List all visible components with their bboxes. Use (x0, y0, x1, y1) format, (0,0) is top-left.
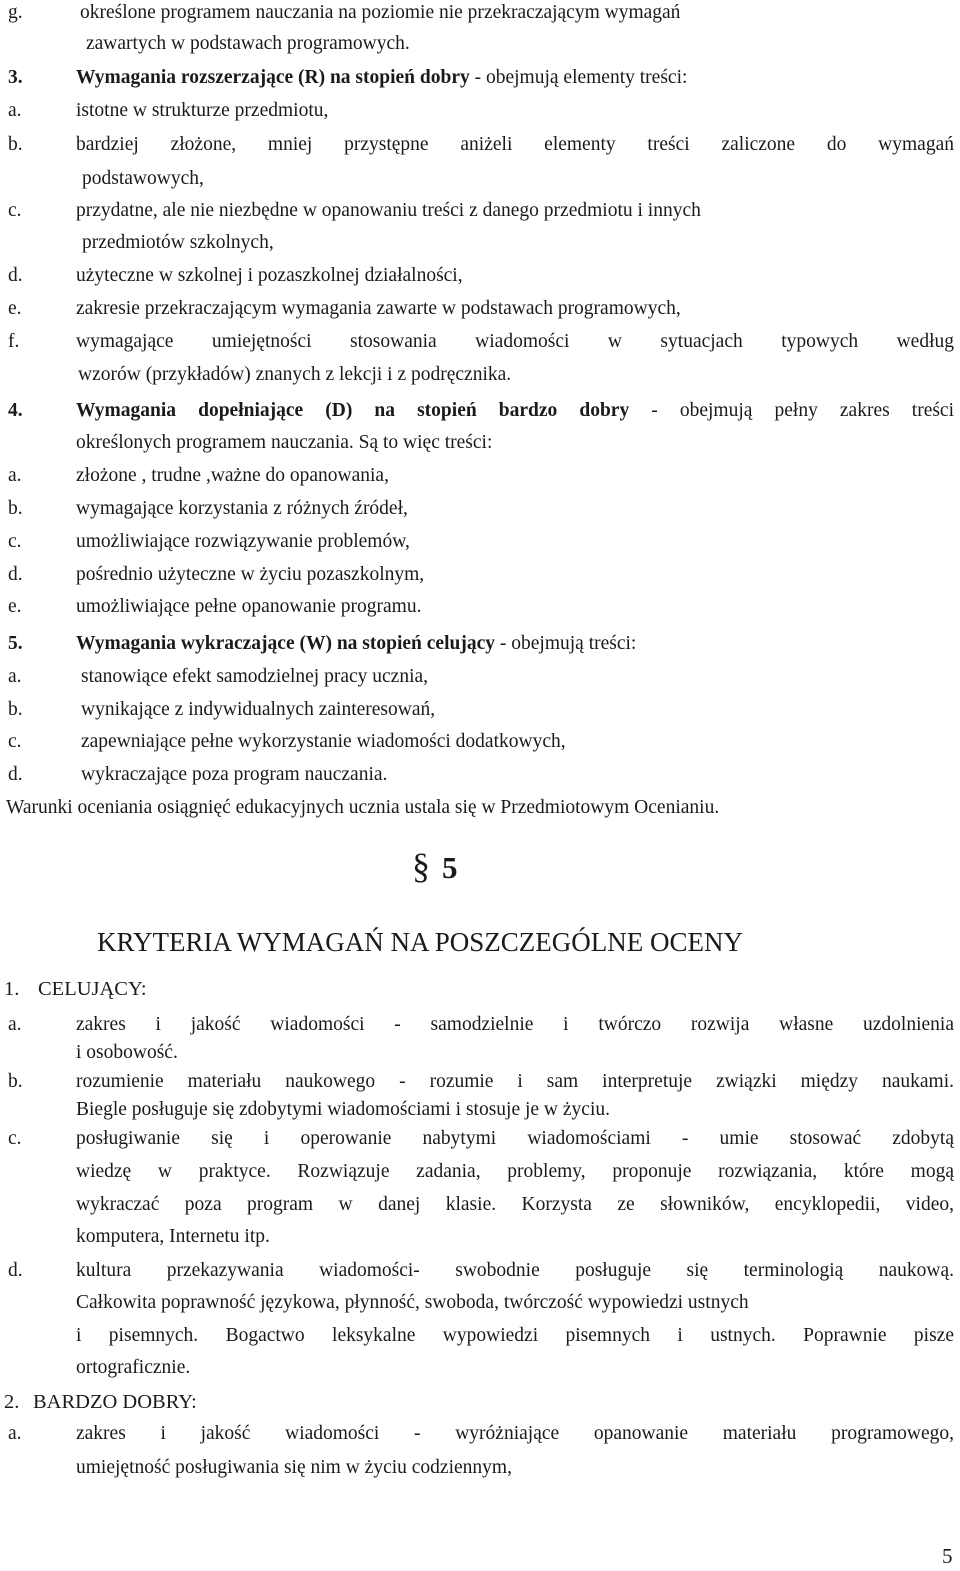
item-text: posługiwanie się i operowanie nabytymi wiadomościami - umie stosować zdobytą (76, 1128, 954, 1149)
list-item (0, 0, 960, 26)
list-item-continuation (0, 1355, 960, 1381)
item-text: Całkowita poprawność językowa, płynność, swoboda, twórczość wypowiedzi ustnych (76, 1292, 749, 1313)
item-text: bardziej złożone, mniej przystępne aniżeli elementy treści zaliczone do wymagań (76, 134, 954, 155)
section-number: 4. (8, 400, 23, 421)
item-marker: f. (8, 331, 20, 352)
list-item-continuation (0, 1192, 960, 1218)
list-item (0, 496, 960, 522)
page-title: KRYTERIA WYMAGAŃ NA POSZCZEGÓLNE OCENY (97, 927, 744, 957)
section-title: Wymagania dopełniające (D) na stopień bardzo dobry (76, 400, 630, 421)
section-text (76, 65, 687, 91)
item-text: kultura przekazywania wiadomości- swobodnie posługuje się terminologią naukową. (76, 1260, 954, 1281)
item-text: umożliwiające pełne opanowanie programu. (76, 596, 422, 617)
item-text: zakres i jakość wiadomości - wyróżniające opanowanie materiału programowego, (76, 1423, 954, 1444)
paragraph (0, 795, 960, 821)
item-marker: b. (8, 1071, 23, 1092)
section-item-4 (0, 398, 960, 424)
item-text: przydatne, ale nie niezbędne w opanowaniu treści z danego przedmiotu i innych (76, 200, 701, 221)
list-item-continuation (0, 1159, 960, 1185)
item-marker: a. (8, 1014, 22, 1035)
list-item (0, 529, 960, 555)
item-text: zakres i jakość wiadomości - samodzielnie i twórczo rozwija własne uzdolnienia (76, 1014, 954, 1035)
item-marker: c. (8, 531, 22, 552)
list-item (0, 1258, 960, 1284)
list-item (0, 263, 960, 289)
list-item-continuation (0, 1323, 960, 1349)
grade-number: 1. (4, 978, 20, 1000)
item-marker: b. (8, 498, 23, 519)
item-text: wiedzę w praktyce. Rozwiązuje zadania, problemy, proponuje rozwiązania, które mogą (76, 1161, 954, 1182)
item-marker: a. (8, 465, 22, 486)
grade-number: 2. (4, 1391, 20, 1413)
item-marker: a. (8, 1423, 22, 1444)
item-text: określone programem nauczania na poziomie nie przekraczającym wymagań (80, 2, 681, 23)
section-text (76, 631, 636, 657)
list-item (0, 296, 960, 322)
section-symbol: § (412, 846, 430, 886)
item-marker: a. (8, 666, 22, 687)
item-marker: g. (8, 2, 23, 23)
item-marker: c. (8, 200, 22, 221)
item-marker: b. (8, 134, 23, 155)
section-rest: - obejmują pełny zakres treści (629, 400, 954, 421)
page-number: 5 (942, 1544, 953, 1568)
grade-title: BARDZO DOBRY: (33, 1391, 197, 1413)
list-item (0, 1069, 960, 1095)
section-rest: - obejmują elementy treści: (469, 67, 688, 88)
list-item-continuation (0, 362, 960, 388)
paragraph-text: Warunki oceniania osiągnięć edukacyjnych ucznia ustala się w Przedmiotowym Ocenianiu. (6, 797, 720, 818)
item-marker: a. (8, 100, 22, 121)
item-text: ortograficznie. (76, 1357, 191, 1378)
item-text: wzorów (przykładów) znanych z lekcji i z podręcznika. (78, 364, 512, 385)
grade-title: CELUJĄCY: (38, 978, 147, 1000)
list-item-continuation (0, 31, 960, 57)
item-text: użyteczne w szkolnej i pozaszkolnej działalności, (76, 265, 463, 286)
section-title: Wymagania rozszerzające (R) na stopień dobry (76, 67, 470, 88)
item-text: wykraczać poza program w danej klasie. Korzysta ze słowników, encyklopedii, video, (76, 1194, 954, 1215)
section-rest: - obejmują treści: (495, 633, 637, 654)
list-item-continuation (0, 1040, 960, 1066)
section-item-5 (0, 631, 960, 657)
list-item (0, 463, 960, 489)
item-text: i osobowość. (76, 1042, 178, 1063)
list-item (0, 664, 960, 690)
list-item (0, 329, 960, 355)
item-text: i pisemnych. Bogactwo leksykalne wypowiedzi pisemnych i ustnych. Poprawnie pisze (76, 1325, 954, 1346)
item-text: zawartych w podstawach programowych. (86, 33, 410, 54)
item-marker: d. (8, 265, 23, 286)
item-text: komputera, Internetu itp. (76, 1226, 270, 1247)
item-marker: c. (8, 731, 22, 752)
item-text: określonych programem nauczania. Są to więc treści: (76, 432, 493, 453)
list-item-continuation (0, 1455, 960, 1481)
item-text: Biegle posługuje się zdobytymi wiadomościami i stosuje je w życiu. (76, 1099, 610, 1120)
section-number: 5. (8, 633, 23, 654)
item-text: zapewniające pełne wykorzystanie wiadomości dodatkowych, (81, 731, 566, 752)
item-text: zakresie przekraczającym wymagania zawarte w podstawach programowych, (76, 298, 681, 319)
list-item (0, 697, 960, 723)
list-item-continuation (0, 1224, 960, 1250)
grade-heading (0, 976, 960, 1002)
item-text: przedmiotów szkolnych, (82, 232, 274, 253)
section-item-3 (0, 65, 960, 91)
list-item-continuation (0, 1290, 960, 1316)
list-item (0, 198, 960, 224)
item-marker: c. (8, 1128, 22, 1149)
item-text: pośrednio użyteczne w życiu pozaszkolnym, (76, 564, 425, 585)
list-item-continuation (0, 1097, 960, 1123)
item-text: złożone , trudne ,ważne do opanowania, (76, 465, 389, 486)
list-item-continuation (0, 166, 960, 192)
list-item (0, 562, 960, 588)
item-marker: e. (8, 298, 22, 319)
list-item (0, 1126, 960, 1152)
list-item-continuation (0, 230, 960, 256)
item-marker: d. (8, 1260, 23, 1281)
item-text: wynikające z indywidualnych zainteresowań, (81, 699, 436, 720)
item-text: wykraczające poza program nauczania. (81, 764, 388, 785)
list-item (0, 98, 960, 124)
list-item (0, 762, 960, 788)
list-item (0, 729, 960, 755)
section-number: 3. (8, 67, 23, 88)
item-marker: d. (8, 764, 23, 785)
item-text: umożliwiające rozwiązywanie problemów, (76, 531, 410, 552)
item-text: istotne w strukturze przedmiotu, (76, 100, 329, 121)
item-text: wymagające umiejętności stosowania wiadomości w sytuacjach typowych według (76, 331, 954, 352)
list-item (0, 132, 960, 158)
item-marker: e. (8, 596, 22, 617)
item-marker: d. (8, 564, 23, 585)
item-text: wymagające korzystania z różnych źródeł, (76, 498, 408, 519)
item-text: umiejętność posługiwania się nim w życiu codziennym, (76, 1457, 512, 1478)
list-item-continuation (0, 430, 960, 456)
item-text: podstawowych, (82, 168, 204, 189)
item-text: rozumienie materiału naukowego - rozumie i sam interpretuje związki między naukami. (76, 1071, 954, 1092)
section-title: Wymagania wykraczające (W) na stopień celujący (76, 633, 496, 654)
list-item (0, 1012, 960, 1038)
list-item (0, 594, 960, 620)
item-text: stanowiące efekt samodzielnej pracy ucznia, (81, 666, 429, 687)
item-marker: b. (8, 699, 23, 720)
grade-heading (0, 1389, 960, 1415)
section-number: 5 (442, 850, 458, 885)
section-text (76, 398, 954, 424)
list-item (0, 1421, 960, 1447)
